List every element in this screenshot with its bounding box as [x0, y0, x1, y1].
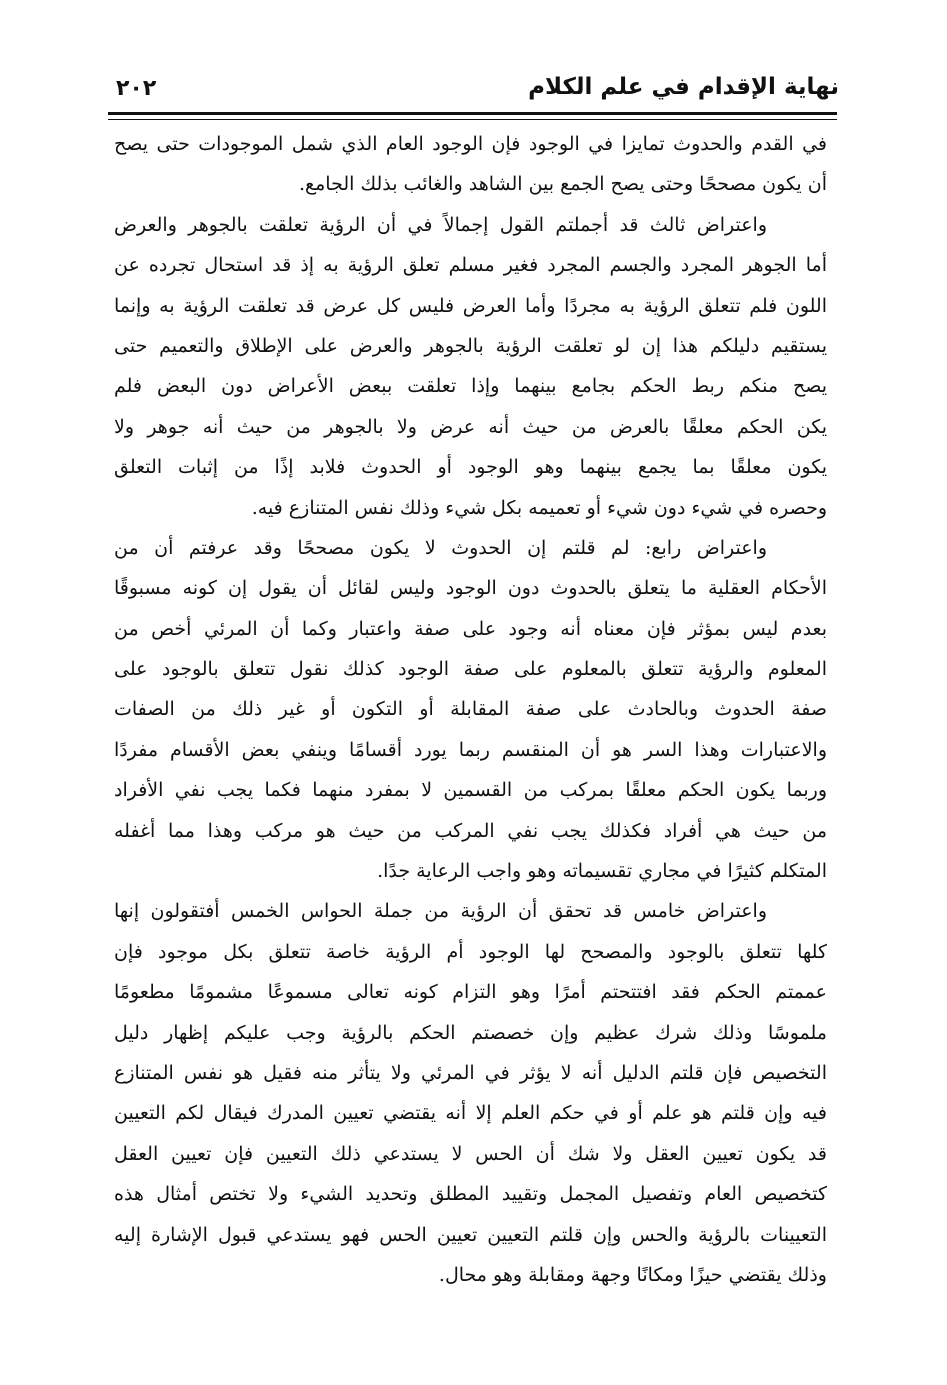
- text-line: بعدم ليس بمؤثر فإن معناه أنه وجود على صفة واعتبار وكما أن المرئي أخص من: [114, 617, 827, 640]
- text-line: وربما يكون الحكم معلقًا بمركب من القسمين لا بمفرد منهما فكما يجب نفي الأفراد: [114, 779, 827, 802]
- text-line: ملموسًا وذلك شرك عظيم وإن خصصتم الحكم بالرؤية وجب عليكم إظهار دليل: [114, 1021, 827, 1044]
- text-line: وحصره في شيء دون شيء أو تعميمه بكل شيء وذلك نفس المتنازع فيه.: [251, 496, 827, 519]
- text-line: التعيينات بالرؤية والحس وإن قلتم التعيين تعيين الحس فهو يستدعي قبول الإشارة إليه: [114, 1223, 827, 1246]
- text-line: والاعتبارات وهذا السر هو أن المنقسم ربما يورد أقسامًا وينفي بعض الأقسام مفردًا: [114, 738, 827, 761]
- text-line: أن يكون مصححًا وحتى يصح الجمع بين الشاهد والغائب بذلك الجامع.: [298, 173, 827, 196]
- text-line: فيه وإن قلتم هو علم أو في حكم العلم إلا أنه يقتضي تعيين المدرك فيقال لكم التعيين: [114, 1102, 827, 1125]
- text-line: اللون فلم تتعلق الرؤية به مجردًا وأما العرض فليس كل عرض قد تعلقت الرؤية به وإنما: [114, 294, 827, 317]
- book-title: نهاية الإقدام في علم الكلام: [528, 74, 839, 100]
- text-line: الأحكام العقلية ما يتعلق بالحدوث دون الوجود وليس لقائل أن يقول إن كونه مسبوقًا: [114, 577, 827, 600]
- body-text: [114, 124, 827, 1295]
- text-line: المعلوم والرؤية تتعلق بالمعلوم على صفة الوجود كذلك نقول تتعلق بالوجود على: [114, 658, 827, 681]
- running-header: [110, 66, 839, 110]
- text-line: أما الجوهر المجرد والجسم المجرد فغير مسلم تعلق الرؤية به إذ قد استحال تجرده عن: [114, 254, 827, 277]
- text-line: كتخصيص العام وتفصيل المجمل وتقييد المطلق وتحديد الشيء ولا تختص أمثال هذه: [114, 1183, 827, 1206]
- text-line: قد يكون تعيين العقل ولا شك أن الحس لا يستدعي ذلك التعيين فإن تعيين العقل: [114, 1142, 827, 1165]
- text-line: التخصيص فإن قلتم الدليل أنه لا يؤثر في المرئي ولا يتأثر منه فقيل هو نفس المتنازع: [114, 1061, 827, 1084]
- text-line: عممتم الحكم فقد افتتحتم أمرًا وهو التزام كونه تعالى مسموعًا مشمومًا مطعومًا: [114, 981, 827, 1004]
- text-line: صفة الحدوث وبالحادث على صفة المقابلة أو التكون أو غير ذلك من الصفات: [114, 698, 827, 721]
- text-line: يكن الحكم معلقًا بالعرض من حيث أنه عرض ولا بالجوهر من حيث أنه جوهر ولا: [114, 415, 827, 438]
- text-line: واعتراض خامس قد تحقق أن الرؤية من جملة الحواس الخمس أفتقولون إنها: [114, 900, 767, 923]
- text-line: يكون معلقًا بما يجمع بينهما وهو الوجود أو الحدوث فلابد إذًا من إثبات التعلق: [114, 456, 827, 479]
- text-line: كلها تتعلق بالوجود والمصحح لها الوجود أم الرؤية خاصة تتعلق بكل موجود فإن: [114, 940, 827, 963]
- text-line: وذلك يقتضي حيزًا ومكانًا وجهة ومقابلة وهو محال.: [438, 1263, 827, 1286]
- text-line: من حيث هي أفراد فكذلك يجب نفي المركب من حيث هو مركب وهذا مما أغفله: [114, 819, 827, 842]
- header-rule-thin: [108, 119, 837, 120]
- text-line: المتكلم كثيرًا في مجاري تقسيماته وهو واجب الرعاية جدًا.: [377, 860, 827, 883]
- text-line: يصح منكم ربط الحكم بجامع بينهما وإذا تعلقت ببعض الأعراض دون البعض فلم: [114, 375, 827, 398]
- text-line: في القدم والحدوث تمايزا في الوجود فإن الوجود العام الذي شمل الموجودات حتى يصح: [114, 133, 827, 155]
- text-line: واعتراض رابع: لم قلتم إن الحدوث لا يكون مصححًا وقد عرفتم أن من: [114, 536, 767, 559]
- page-number: ٢٠٢: [116, 76, 157, 101]
- text-line: يستقيم دليلكم هذا إن لو تعلقت الرؤية بالجوهر والعرض على الإطلاق والتعميم حتى: [114, 334, 827, 357]
- text-line: واعتراض ثالث قد أجملتم القول إجمالاً في أن الرؤية تعلقت بالجوهر والعرض: [114, 213, 767, 236]
- header-rule-thick: [108, 112, 837, 115]
